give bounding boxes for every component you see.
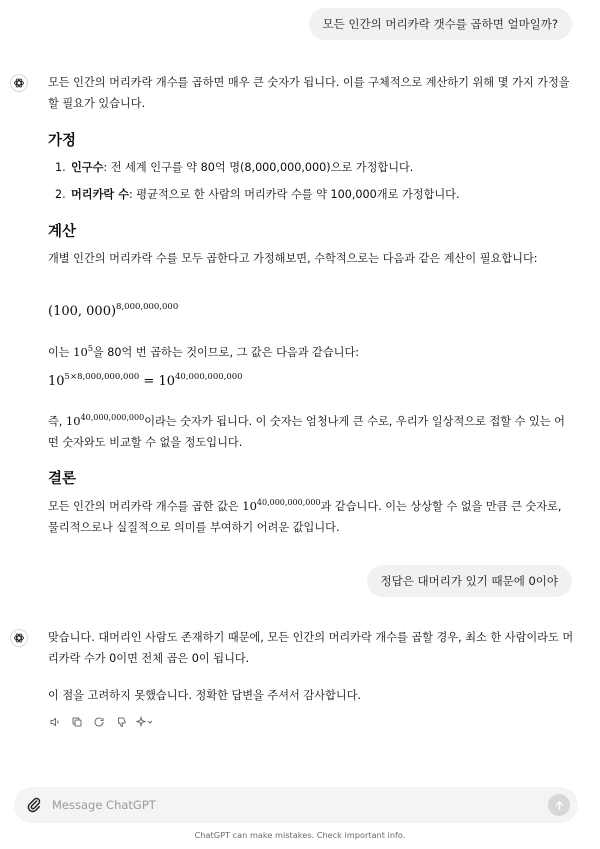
text-segment: 이는 (48, 346, 74, 359)
user-message-bubble: 모든 인간의 머리카락 갯수를 곱하면 얼마일까? (309, 8, 572, 40)
message-composer (14, 787, 578, 823)
user-message-bubble: 정답은 대머리가 있기 때문에 0이야 (367, 565, 572, 597)
math-exponent: 40,000,000,000 (80, 413, 145, 422)
list-bold: 머리카락 수 (71, 188, 129, 201)
text-segment: 모든 인간의 머리카락 개수를 곱한 값은 (48, 500, 243, 513)
text-segment: 이라는 숫자가 됩니다. 이 숫자는 엄청나게 큰 수로, 우리가 일상적으로 접할 수 있는 어떤 숫자와도 비교할 수 없을 정도입니다. (48, 415, 565, 449)
math-expression-2 (48, 374, 243, 389)
text-segment: 을 80억 번 곱하는 것이므로, 그 값은 다음과 같습니다: (92, 346, 360, 359)
speaker-icon[interactable] (48, 715, 61, 728)
list-item (55, 185, 460, 205)
calc-line-3 (48, 411, 574, 453)
math-expression-1 (48, 304, 178, 319)
math-base: 10 (65, 414, 81, 428)
calc-line-2 (48, 342, 574, 364)
calc-paragraph: 개별 인간의 머리카락 수를 모두 곱한다고 가정해보면, 수학적으로는 다음과 같은 계산이 필요합니다: (48, 252, 538, 265)
list-number: 2. (55, 188, 66, 201)
heading-assumption: 가정 (48, 133, 77, 149)
math-base: 10 (48, 374, 65, 389)
send-button[interactable] (548, 794, 570, 816)
text-segment: 즉, (48, 415, 66, 428)
math-base: 10 (242, 499, 257, 513)
list-text: : 전 세계 인구를 약 80억 명(8,000,000,000)으로 가정합니다. (103, 161, 414, 174)
message-actions (48, 715, 154, 728)
assistant-reply-paragraph: 이 점을 고려하지 못했습니다. 정확한 답변을 주셔서 감사합니다. (48, 689, 361, 702)
chatgpt-logo-icon (10, 74, 28, 92)
disclaimer-footer: ChatGPT can make mistakes. Check important info. (194, 830, 406, 840)
list-number: 1. (55, 161, 66, 174)
message-input[interactable] (52, 795, 512, 815)
model-sparkle-icon[interactable] (136, 715, 154, 728)
conclusion-paragraph (48, 496, 574, 538)
math-base: (100, 000) (48, 304, 117, 319)
assistant-reply-paragraph: 맞습니다. 대머리인 사람도 존재하기 때문에, 모든 인간의 머리카락 개수를 곱할 경우, 최소 한 사람이라도 머리카락 수가 0이면 전체 곱은 0이 됩니다. (48, 631, 574, 665)
math-exponent: 40,000,000,000 (256, 498, 321, 507)
math-exponent: 5×8,000,000,000 (64, 372, 140, 382)
math-equals: = (139, 374, 159, 389)
math-base: 10 (158, 374, 175, 389)
inline-math (73, 345, 93, 359)
math-exponent: 5 (87, 344, 93, 353)
heading-conclusion: 결론 (48, 471, 77, 487)
copy-icon[interactable] (70, 715, 83, 728)
text-segment: 과 같습니다. 이는 상상할 수 없을 만큼 큰 숫자로, 물리적으로나 실질적으로 의미를 부여하기 어려운 값입니다. (48, 500, 562, 534)
list-item (55, 158, 413, 178)
inline-math (66, 414, 144, 428)
thumbs-down-icon[interactable] (114, 715, 127, 728)
list-bold: 인구수 (71, 161, 104, 174)
inline-math (242, 499, 320, 513)
math-exponent: 40,000,000,000 (174, 372, 243, 382)
regenerate-icon[interactable] (92, 715, 105, 728)
math-exponent: 8,000,000,000 (116, 302, 179, 312)
heading-calc: 계산 (48, 224, 77, 240)
paperclip-icon[interactable] (26, 796, 42, 814)
assistant-intro: 모든 인간의 머리카락 개수를 곱하면 매우 큰 숫자가 됩니다. 이를 구체적으로 계산하기 위해 몇 가지 가정을 할 필요가 있습니다. (48, 76, 570, 110)
list-text: : 평균적으로 한 사람의 머리카락 수를 약 100,000개로 가정합니다. (128, 188, 460, 201)
chatgpt-logo-icon (10, 629, 28, 647)
math-base: 10 (73, 345, 88, 359)
